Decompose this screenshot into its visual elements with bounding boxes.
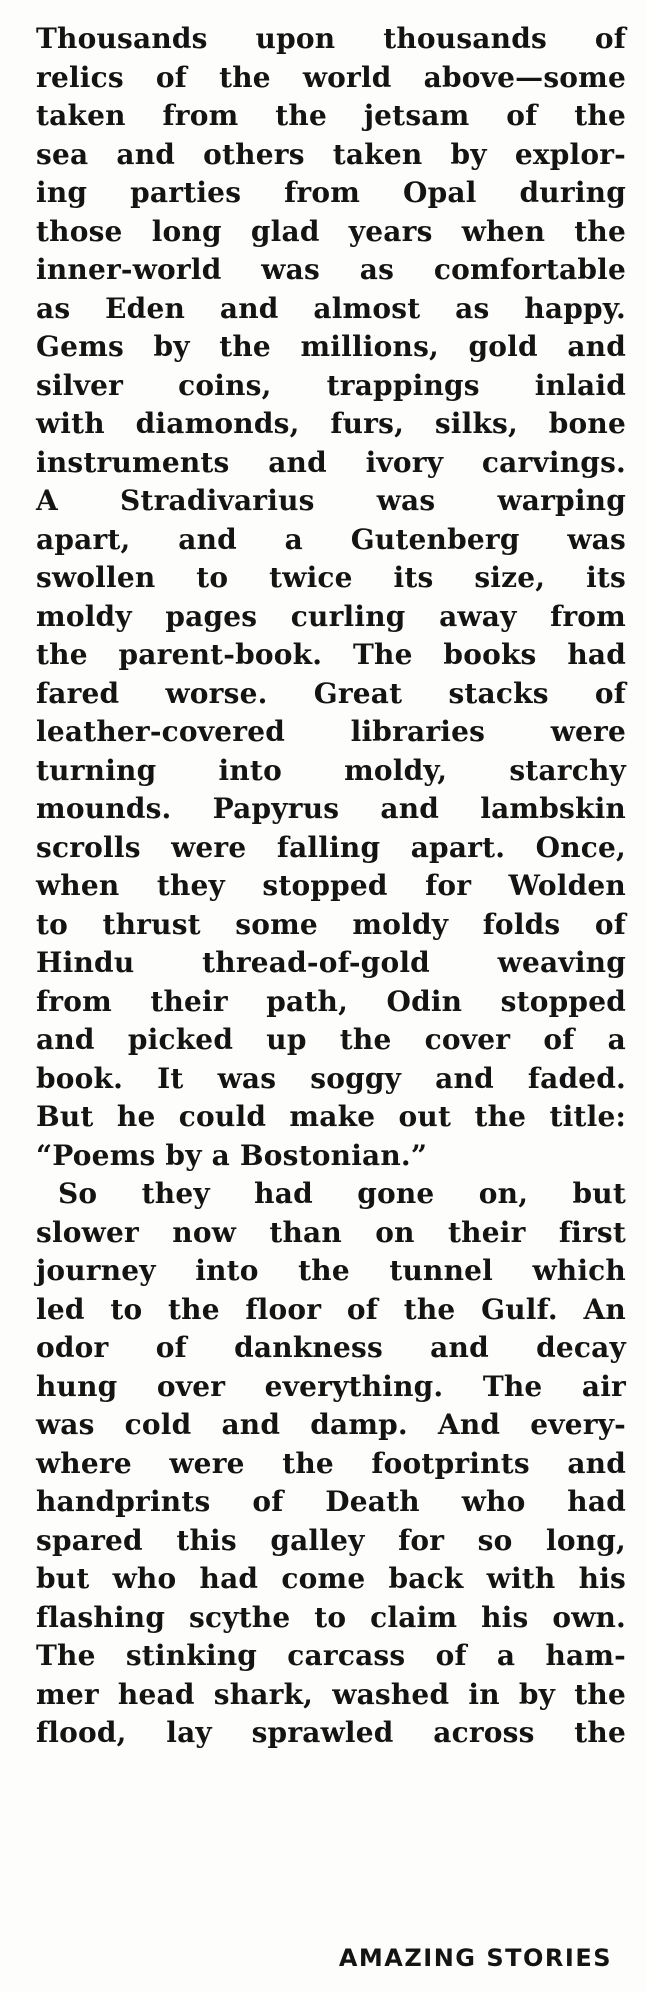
text-line: apart, and a Gutenberg was (36, 522, 626, 556)
text-line: when they stopped for Wolden (36, 869, 626, 902)
text-line: But he could make out the title: (36, 1100, 626, 1133)
text-line: instruments and ivory carvings. (36, 445, 626, 479)
text-line: mer head shark, washed in by the (36, 1677, 626, 1711)
text-line: slower now than on their first (36, 1215, 626, 1249)
text-line: with diamonds, furs, silks, bone (36, 407, 626, 440)
text-line: “Poems by a Bostonian.” (36, 1138, 428, 1172)
text-line: odor of dankness and decay (36, 1331, 626, 1364)
text-line: fared worse. Great stacks of (36, 676, 626, 710)
text-line: handprints of Death who had (36, 1485, 626, 1518)
text-line: silver coins, trappings inlaid (36, 368, 626, 402)
text-line: Gems by the millions, gold and (36, 330, 626, 363)
text-line: ing parties from Opal during (36, 176, 626, 209)
running-footer-title: AMAZING STORIES (338, 1944, 612, 1972)
text-line: inner-world was as comfortable (36, 253, 626, 286)
text-line: but who had come back with his (36, 1562, 626, 1595)
text-line: journey into the tunnel which (36, 1254, 626, 1287)
text-line: turning into moldy, starchy (36, 753, 626, 787)
text-line: swollen to twice its size, its (36, 561, 626, 594)
text-line: from their path, Odin stopped (36, 984, 626, 1018)
text-line: sea and others taken by explor- (36, 137, 626, 171)
text-line: A Stradivarius was warping (36, 484, 626, 517)
text-column (36, 20, 626, 1753)
text-line: leather-covered libraries were (36, 715, 626, 748)
text-line: and picked up the cover of a (36, 1023, 626, 1056)
text-line: to thrust some moldy folds of (36, 907, 626, 941)
paragraph-1 (36, 20, 626, 1175)
text-line: taken from the jetsam of the (36, 99, 626, 132)
text-line: relics of the world above—some (36, 60, 626, 94)
text-line: led to the floor of the Gulf. An (36, 1292, 626, 1326)
text-line: scrolls were falling apart. Once, (36, 830, 626, 864)
text-line: where were the footprints and (36, 1446, 626, 1480)
text-line: The stinking carcass of a ham- (36, 1639, 626, 1672)
text-line: moldy pages curling away from (36, 599, 626, 633)
text-line: flashing scythe to claim his own. (36, 1600, 626, 1634)
text-line: So they had gone on, but (58, 1177, 626, 1210)
text-line: Hindu thread-of-gold weaving (36, 946, 626, 979)
paragraph-2 (36, 1175, 626, 1753)
text-line: flood, lay sprawled across the (36, 1716, 626, 1749)
text-line: the parent-book. The books had (36, 638, 626, 671)
text-line: hung over everything. The air (36, 1369, 626, 1403)
text-line: as Eden and almost as happy. (36, 291, 626, 325)
text-line: Thousands upon thousands of (36, 22, 626, 55)
text-line: those long glad years when the (36, 214, 626, 248)
text-line: spared this galley for so long, (36, 1523, 626, 1557)
text-line: mounds. Papyrus and lambskin (36, 792, 626, 825)
text-line: book. It was soggy and faded. (36, 1061, 626, 1095)
text-line: was cold and damp. And every- (36, 1408, 626, 1441)
